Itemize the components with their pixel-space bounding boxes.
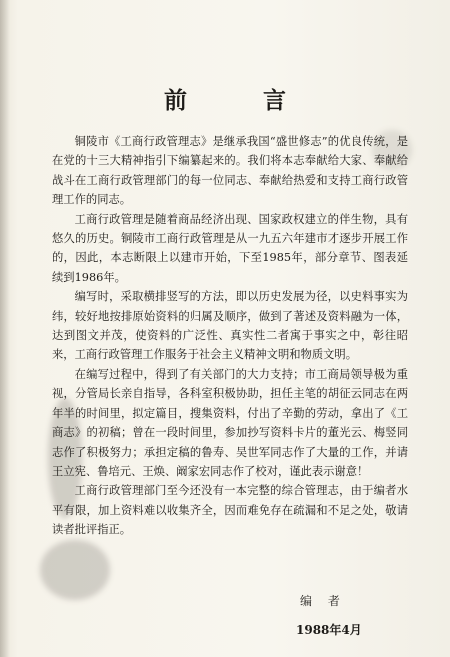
page-title: 前 言 (163, 87, 320, 114)
paragraph-2: 工商行政管理是随着商品经济出现、国家政权建立的伴生物，具有悠久的历史。铜陵市工商行政管理是从一九五六年建市才逐步开展工作的，因此，本志断限上以建市开始，下至1985年，部分章节、图表延续到1986年。 (52, 212, 408, 284)
signoff: 编 者 (300, 594, 346, 608)
date-line: 1988年4月 (296, 623, 362, 637)
paragraph-1: 铜陵市《工商行政管理志》是继承我国“盛世修志”的优良传统，是在党的十三大精神指引下编纂起来的。我们将本志奉献给大家、奉献给战斗在工商行政管理部门的每一位同志、奉献给热爱和支持工商行政管理工作的同志。 (52, 135, 408, 207)
paragraph-4: 在编写过程中，得到了有关部门的大力支持；市工商局领导极为重视，分管局长亲自指导，各科室积极协助，担任主笔的胡征云同志在两年半的时间里，拟定篇目，搜集资料，付出了辛勤的劳动，拿出了《工商志》的初稿；曾在一段时间里，参加抄写资料卡片的董光云、梅竖同志作了积极努力；承担定稿的鲁寿、吴世军同志作了大量的工作，并请王立宪、鲁培元、王焕、阚家宏同志作了校对，谨此表示谢意！ (52, 367, 408, 478)
scan-smudge (40, 540, 110, 600)
paragraph-3: 编写时，采取横排竖写的方法，即以历史发展为径，以史料事实为纬，较好地按排原始资料的归属及顺序，做到了著述及资料融为一体，达到图文并茂，使资料的广泛性、真实性二者寓于事实之中，彰往昭来，工商行政管理工作服务于社会主义精神文明和物质文明。 (52, 290, 408, 362)
preface-body (52, 132, 408, 540)
paragraph-5: 工商行政管理部门至今还没有一本完整的综合管理志，由于编者水平有限，加上资料难以收集齐全，因而难免存在疏漏和不足之处，敬请读者批评指正。 (52, 484, 408, 537)
